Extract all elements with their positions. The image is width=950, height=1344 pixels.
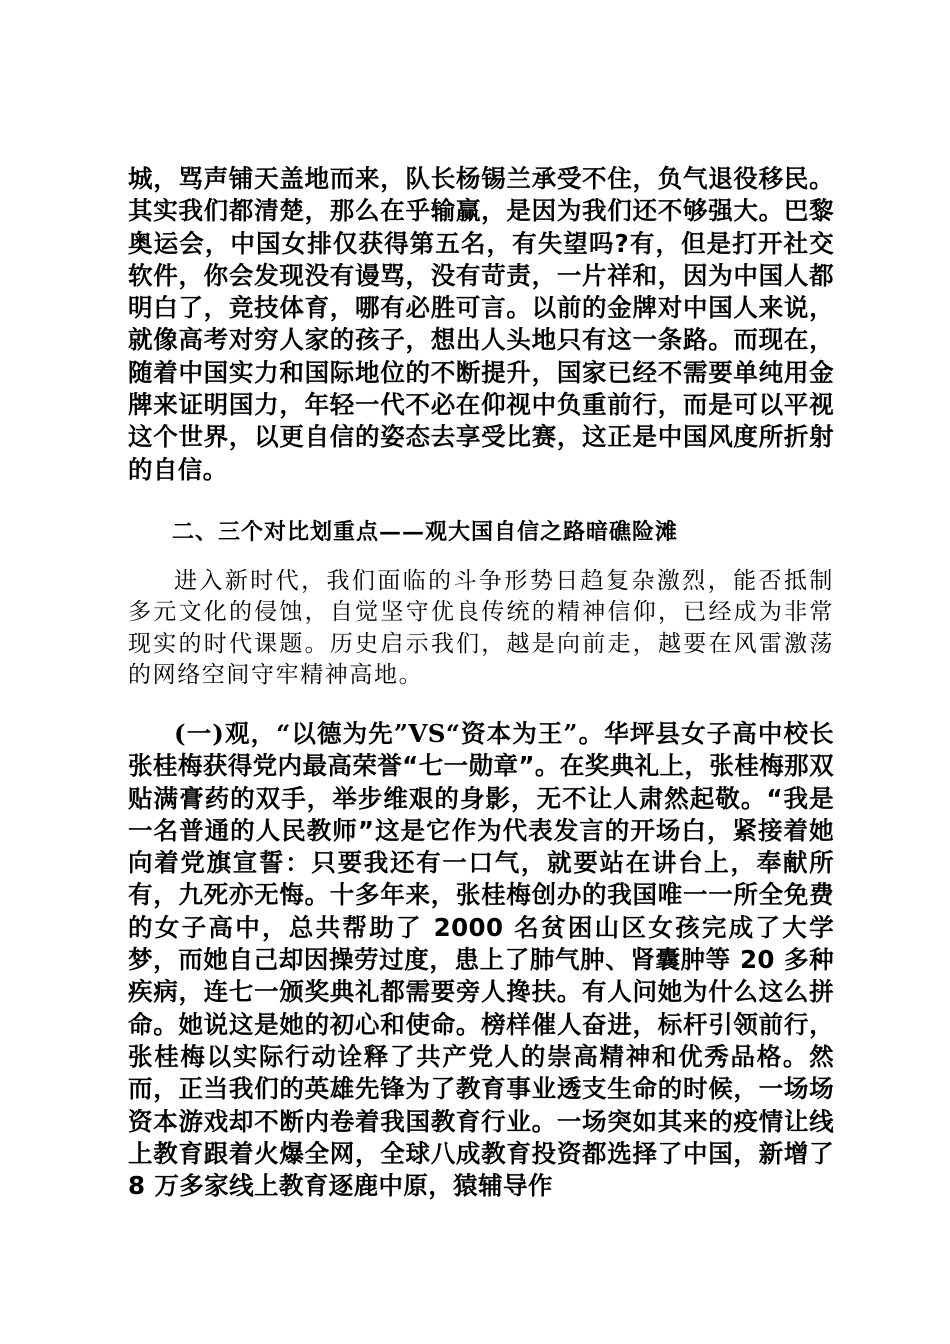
subsection-body: 华坪县女子高中校长张桂梅获得党内最高荣誉“七一勋章”。在奖典礼上，张桂梅那双贴满膏药的双手，举步维艰的身影，无不让人肃然起敬。“我是一名普通的人民教师”这是它作为代表发言的开场白，紧接着她向着党旗宣誓：只要我还有一口气，就要站在讲台上，奉献所有，九死亦无悔。十多年来，张桂梅创办的我国唯一一所全免费的女子高中，总共帮助了 2000 名贫困山区女孩完成了大学梦，而她自己却因操劳过度，患上了肺气肿、肾囊肿等 20 多种疾病，连七一颁奖典礼都需要旁人搀扶。有人问她为什么这么拼命。她说这是她的初心和使命。榜样催人奋进，标杆引领前行，张桂梅以实际行动诠释了共产党人的崇高精神和优秀品格。然而，正当我们的英雄先锋为了教育事业透支生命的时候，一场场资本游戏却不断内卷着我国教育行业。一场突如其来的疫情让线上教育跟着火爆全网，全球八成教育投资都选择了中国，新增了 8 万多家线上教育逐鹿中原，猿辅导作: [128, 718, 834, 1201]
section-heading: 二、三个对比划重点——观大国自信之路暗礁险滩: [172, 518, 679, 545]
document-body: [128, 163, 834, 1202]
section-intro-paragraph: 进入新时代，我们面临的斗争形势日趋复杂激烈，能否抵制多元文化的侵蚀，自觉坚守优良传统的精神信仰，已经成为非常现实的时代课题。历史启示我们，越是向前走，越要在风雷激荡的网络空间守牢精神高地。: [128, 567, 834, 689]
paragraph-continuation: 城，骂声铺天盖地而来，队长杨锡兰承受不住，负气退役移民。其实我们都清楚，那么在乎输赢，是因为我们还不够强大。巴黎奥运会，中国女排仅获得第五名，有失望吗?有，但是打开社交软件，你会发现没有谩骂，没有苛责，一片祥和，因为中国人都明白了，竞技体育，哪有必胜可言。以前的金牌对中国人来说，就像高考对穷人家的孩子，想出人头地只有这一条路。而现在，随着中国实力和国际地位的不断提升，国家已经不需要单纯用金牌来证明国力，年轻一代不必在仰视中负重前行，而是可以平视这个世界，以更自信的姿态去享受比赛，这正是中国风度所折射的自信。: [128, 164, 834, 484]
subsection-title: (一)观，“以德为先”VS“资本为王”。: [174, 718, 605, 748]
subsection-paragraph: [128, 718, 834, 1202]
